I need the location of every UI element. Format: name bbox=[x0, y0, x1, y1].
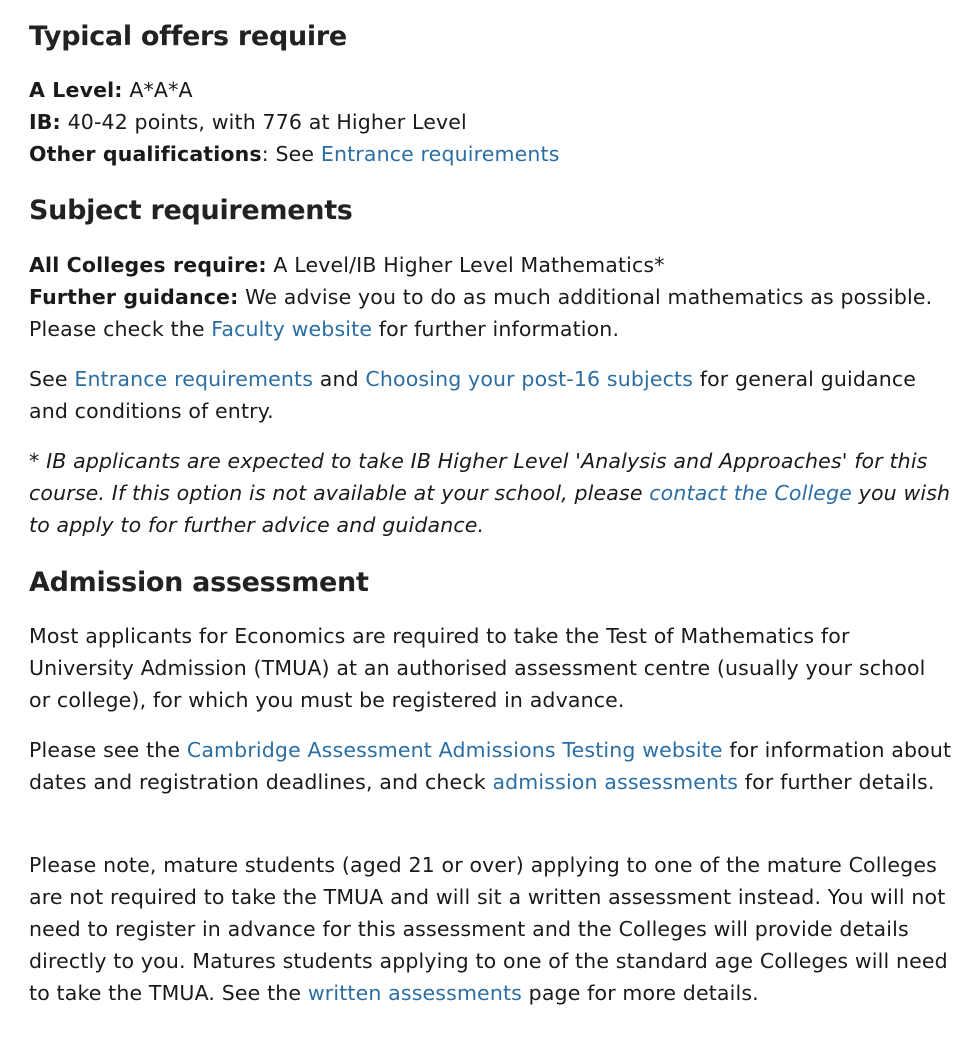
other-qualifications-label: Other qualifications bbox=[29, 142, 262, 166]
ib-applicants-note bbox=[29, 445, 959, 541]
further-guidance-label: Further guidance: bbox=[29, 285, 239, 309]
a-level-label: A Level: bbox=[29, 78, 123, 102]
contact-the-college-link[interactable]: contact the College bbox=[649, 481, 852, 505]
cambridge-assessment-link[interactable]: Cambridge Assessment Admissions Testing website bbox=[186, 738, 723, 762]
all-colleges-label: All Colleges require: bbox=[29, 253, 267, 277]
note-text: Please note, mature students (aged 21 or over) applying to one of the mature Colleges are not required to take the TMUA and will sit a written assessment instead. You will not need to register in advance for this assessment and the Colleges will provide details directly to you. Matures students applying to one of the standard age Colleges will need to take the TMUA. See the bbox=[29, 853, 948, 1005]
please-see-text bbox=[29, 734, 959, 798]
please-start: Please see the bbox=[29, 738, 187, 762]
other-qualifications-sep: : See bbox=[261, 142, 321, 166]
see-end: for general guidance and conditions of entry. bbox=[29, 367, 917, 423]
faculty-website-link[interactable]: Faculty website bbox=[211, 317, 373, 341]
note-end: page for more details. bbox=[522, 981, 759, 1005]
mature-students-note bbox=[29, 849, 969, 1009]
entrance-requirements-link[interactable]: Entrance requirements bbox=[320, 142, 560, 166]
most-applicants-text: Most applicants for Economics are required to take the Test of Mathematics for University Admission (TMUA) at an authorised assessment centre (usually your school or college), for which you must be registered in advance. bbox=[29, 624, 926, 712]
entrance-requirements-link-2[interactable]: Entrance requirements bbox=[74, 367, 314, 391]
ib-note-start: * IB applicants are expected to take IB Higher Level 'Analysis and Approaches' for this course. If this option is not available at your school, please bbox=[29, 449, 928, 505]
choosing-post-16-subjects-link[interactable]: Choosing your post-16 subjects bbox=[365, 367, 694, 391]
further-guidance-value: We advise you to do as much additional mathematics as possible. Please check the bbox=[29, 285, 933, 341]
admission-assessment-heading: Admission assessment bbox=[29, 567, 369, 598]
typical-offers-list bbox=[29, 74, 560, 170]
please-mid: for information about dates and registration deadlines, and check bbox=[29, 738, 952, 794]
further-guidance-end: for further information. bbox=[372, 317, 620, 341]
all-colleges-value: A Level/IB Higher Level Mathematics* bbox=[266, 253, 665, 277]
a-level-value: A*A*A bbox=[122, 78, 193, 102]
admission-assessments-link[interactable]: admission assessments bbox=[492, 770, 739, 794]
subject-requirements-heading: Subject requirements bbox=[29, 195, 353, 226]
typical-offers-heading: Typical offers require bbox=[29, 21, 347, 52]
see-requirements-text bbox=[29, 363, 949, 427]
ib-note-end: you wish to apply to for further advice and guidance. bbox=[29, 481, 951, 537]
see-start: See bbox=[29, 367, 75, 391]
subject-requirements-text bbox=[29, 249, 949, 345]
please-end: for further details. bbox=[738, 770, 935, 794]
see-and: and bbox=[313, 367, 366, 391]
written-assessments-link[interactable]: written assessments bbox=[307, 981, 522, 1005]
ib-label: IB: bbox=[29, 110, 61, 134]
ib-value: 40-42 points, with 776 at Higher Level bbox=[60, 110, 467, 134]
